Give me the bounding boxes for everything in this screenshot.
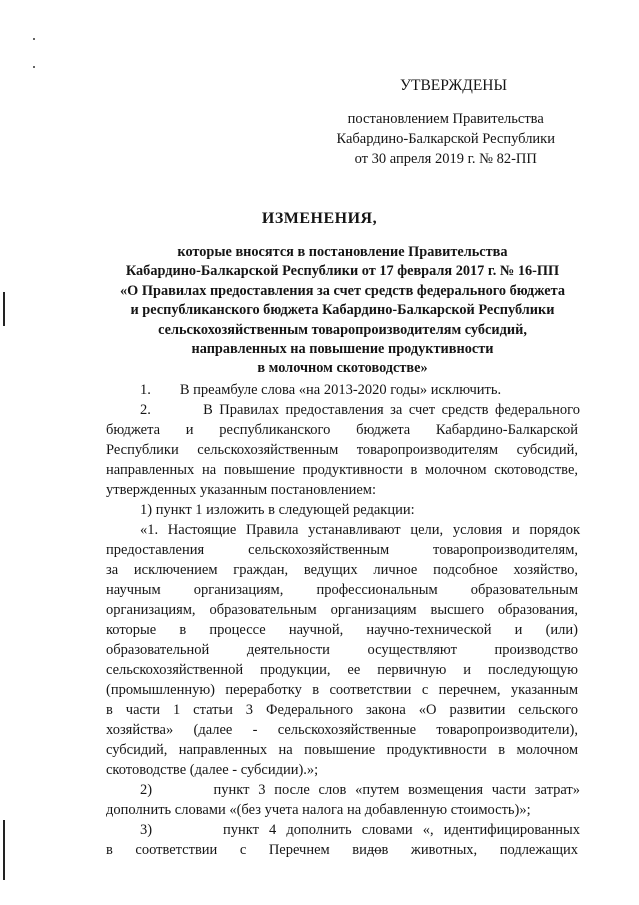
scan-speck	[33, 66, 35, 68]
subtitle-line: которые вносятся в постановление Правительства	[177, 244, 508, 260]
body-line: научным организациям, профессиональным образовательным	[106, 582, 578, 598]
subtitle-line: «О Правилах предоставления за счет средств федерального бюджета	[120, 282, 565, 299]
body-line: направленных на повышение продуктивности в молочном скотоводстве,	[106, 462, 578, 478]
subtitle-line: Кабардино-Балкарской Республики от 17 февраля 2017 г. № 16-ПП	[125, 263, 560, 280]
body-line: «1. Настоящие Правила устанавливают цели, условия и порядок	[140, 522, 580, 538]
body-line: 2. В Правилах предоставления за счет средств федерального	[140, 402, 580, 418]
body-line: предоставления сельскохозяйственным товаропроизводителям,	[106, 542, 578, 558]
body-line: утвержденных указанным постановлением:	[106, 482, 376, 498]
body-line: 1. В преамбуле слова «на 2013-2020 годы» исключить.	[140, 382, 502, 398]
decree-line: от 30 апреля 2019 г. № 82-ПП	[354, 151, 537, 167]
decree-line: Кабардино-Балкарской Республики	[336, 131, 555, 147]
body-line: которые в процессе научной, научно-технической и (или)	[106, 622, 578, 638]
body-line: скотоводстве (далее - субсидии).»;	[106, 762, 319, 778]
body-line: Республики сельскохозяйственным товаропроизводителям субсидий,	[106, 442, 578, 458]
body-line: за исключением граждан, ведущих личное подсобное хозяйство,	[106, 562, 578, 578]
document-title: ИЗМЕНЕНИЯ,	[261, 210, 378, 227]
document-subtitle	[0, 243, 639, 379]
body-line: в соответствии с Перечнем видов животных, подлежащих	[106, 842, 578, 858]
body-line: (промышленную) переработку в соответствии с перечнем, указанным	[106, 682, 578, 698]
decree-reference	[336, 109, 555, 169]
body-line: бюджета и республиканского бюджета Кабардино-Балкарской	[106, 422, 578, 438]
subtitle-line: сельскохозяйственным товаропроизводителям субсидий,	[158, 321, 527, 338]
body-line: дополнить словами «(без учета налога на добавленную стоимость)»;	[106, 802, 531, 818]
subtitle-line: и республиканского бюджета Кабардино-Балкарской Республики	[130, 302, 555, 319]
body-line: 1) пункт 1 изложить в следующей редакции:	[140, 502, 415, 518]
subtitle-line: направленных на повышение продуктивности	[191, 341, 494, 358]
scan-edge-mark	[3, 820, 5, 880]
body-line: 2) пункт 3 после слов «путем возмещения части затрат»	[140, 782, 580, 798]
body-line: в части 1 статьи 3 Федерального закона «О развитии сельского	[106, 702, 578, 718]
body-line: 3) пункт 4 дополнить словами «, идентифицированных	[140, 822, 580, 838]
body-line: хозяйства» (далее - сельскохозяйственные товаропроизводители),	[106, 722, 578, 738]
body-line: организациям, образовательным организациям высшего образования,	[106, 602, 578, 618]
body-line: субсидий, направленных на повышение продуктивности в молочном	[106, 742, 578, 758]
scan-speck	[33, 38, 35, 40]
body-line: образовательной деятельности осуществляют производство	[106, 642, 578, 658]
body-line: сельскохозяйственной продукции, ее первичную и последующую	[106, 662, 578, 678]
decree-line: постановлением Правительства	[347, 111, 544, 127]
subtitle-line: в молочном скотоводстве»	[257, 360, 428, 377]
approval-heading: УТВЕРЖДЕНЫ	[400, 77, 507, 94]
